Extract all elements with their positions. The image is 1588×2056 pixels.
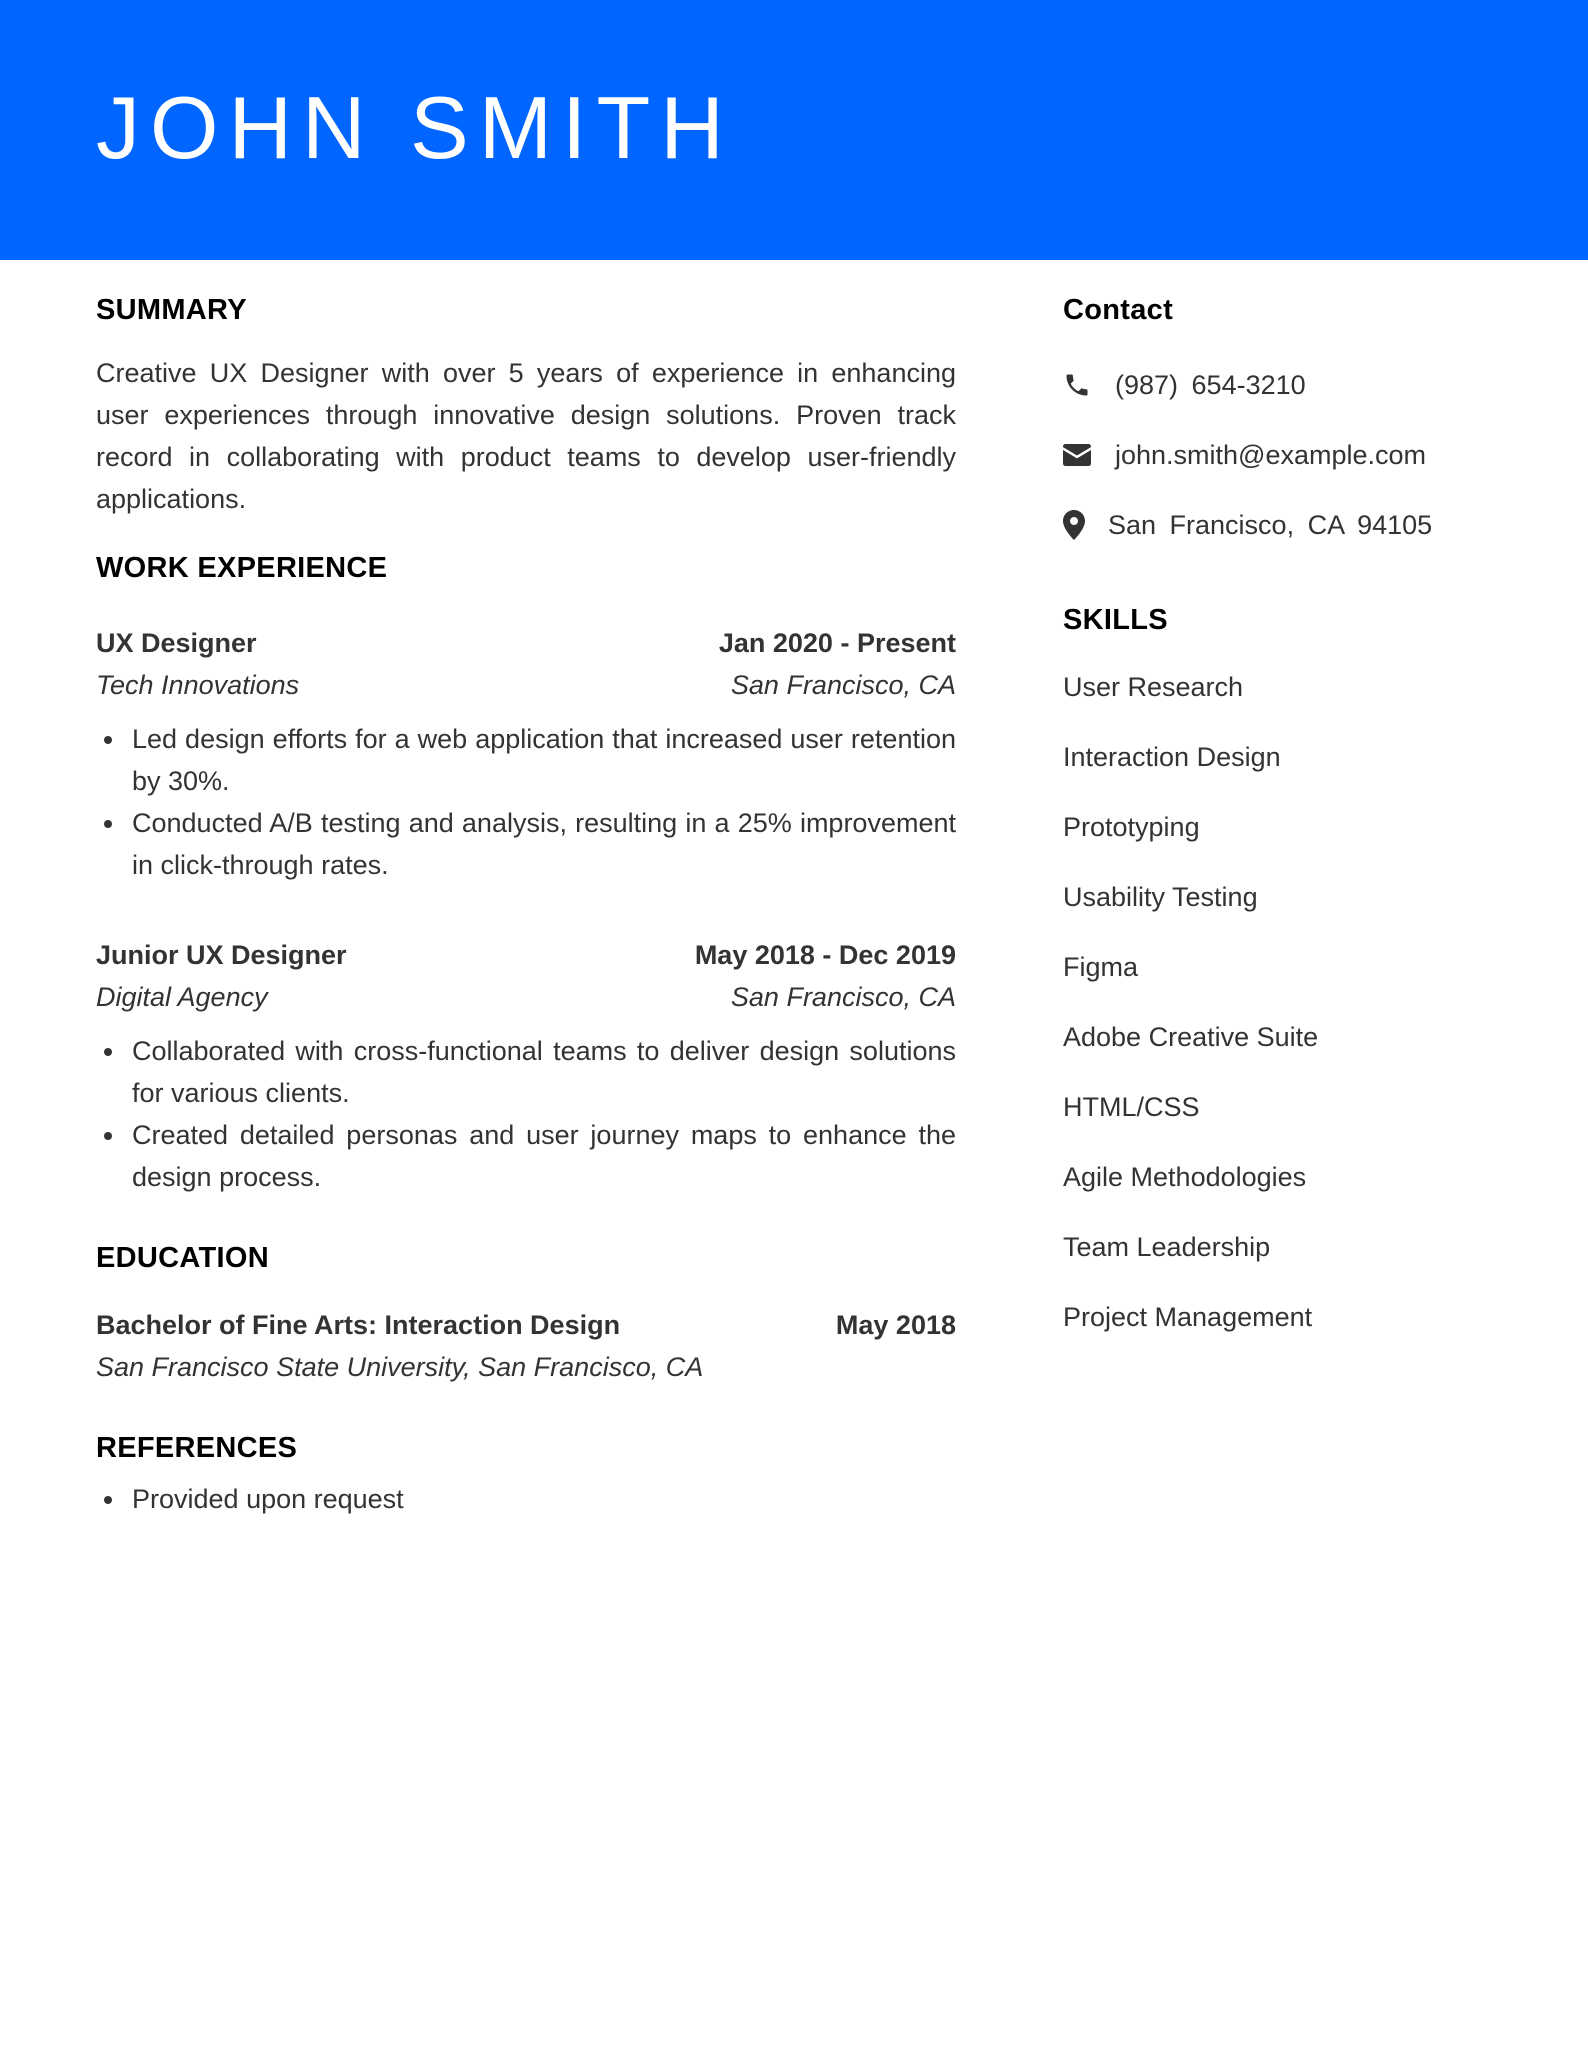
skill-item: Adobe Creative Suite (1063, 1022, 1319, 1052)
skill-item: HTML/CSS (1063, 1092, 1200, 1122)
skill-item: Prototyping (1063, 812, 1200, 842)
education-title: EDUCATION (96, 1242, 269, 1274)
work-experience-title: WORK EXPERIENCE (96, 552, 388, 584)
job-dates: Jan 2020 - Present (718, 628, 956, 658)
skill-item: User Research (1063, 672, 1244, 702)
job-location: San Francisco, CA (730, 670, 956, 700)
contact-email-text[interactable]: john.smith@example.com (1115, 439, 1427, 470)
contact-phone-text[interactable]: (987) 654-3210 (1115, 369, 1306, 400)
job-bullet: Created detailed personas and user journey maps to enhance the design process. (96, 1114, 956, 1198)
job-entry (96, 622, 956, 886)
skills-title: SKILLS (1063, 604, 1168, 636)
job-location: San Francisco, CA (730, 982, 956, 1012)
contact-title: Contact (1063, 294, 1174, 326)
contact-address-text: San Francisco, CA 94105 (1108, 509, 1433, 540)
job-bullets (96, 1030, 956, 1198)
job-company: Tech Innovations (96, 670, 300, 700)
header-banner (0, 0, 1588, 260)
job-dates: May 2018 - Dec 2019 (694, 940, 956, 970)
skill-item: Figma (1063, 952, 1139, 982)
job-role: UX Designer (96, 628, 257, 658)
references-list (96, 1478, 956, 1520)
contact-email (1063, 434, 1503, 476)
job-bullet: Conducted A/B testing and analysis, resulting in a 25% improvement in click-through rates. (96, 802, 956, 886)
summary-title: SUMMARY (96, 294, 247, 326)
job-bullet: Collaborated with cross-functional teams to deliver design solutions for various clients. (96, 1030, 956, 1114)
job-role: Junior UX Designer (96, 940, 347, 970)
main-column (96, 292, 956, 1520)
sidebar-column (1063, 292, 1503, 1366)
envelope-icon (1063, 434, 1115, 476)
skills-list (1063, 666, 1503, 1338)
job-company: Digital Agency (96, 982, 268, 1012)
education-school: San Francisco State University, San Francisco, CA (96, 1352, 704, 1382)
phone-icon (1063, 364, 1115, 406)
contact-list (1063, 364, 1503, 546)
skill-item: Project Management (1063, 1302, 1313, 1332)
skill-item: Team Leadership (1063, 1232, 1271, 1262)
skill-item: Usability Testing (1063, 882, 1258, 912)
map-pin-icon (1063, 504, 1108, 546)
summary-text: Creative UX Designer with over 5 years of experience in enhancing user experiences through innovative design solutions. Proven track record in collaborating with product teams to develop user-friendly applications. (96, 358, 956, 514)
references-title: REFERENCES (96, 1432, 298, 1464)
job-bullet: Led design efforts for a web application that increased user retention by 30%. (96, 718, 956, 802)
education-degree: Bachelor of Fine Arts: Interaction Design (96, 1310, 621, 1340)
job-bullets (96, 718, 956, 886)
education-date: May 2018 (835, 1310, 956, 1340)
education-entry (96, 1304, 956, 1388)
reference-item: Provided upon request (96, 1478, 956, 1520)
job-entry (96, 934, 956, 1198)
skill-item: Interaction Design (1063, 742, 1281, 772)
contact-address (1063, 504, 1503, 546)
skill-item: Agile Methodologies (1063, 1162, 1307, 1192)
candidate-name: JOHN SMITH (96, 78, 734, 177)
contact-phone (1063, 364, 1503, 406)
